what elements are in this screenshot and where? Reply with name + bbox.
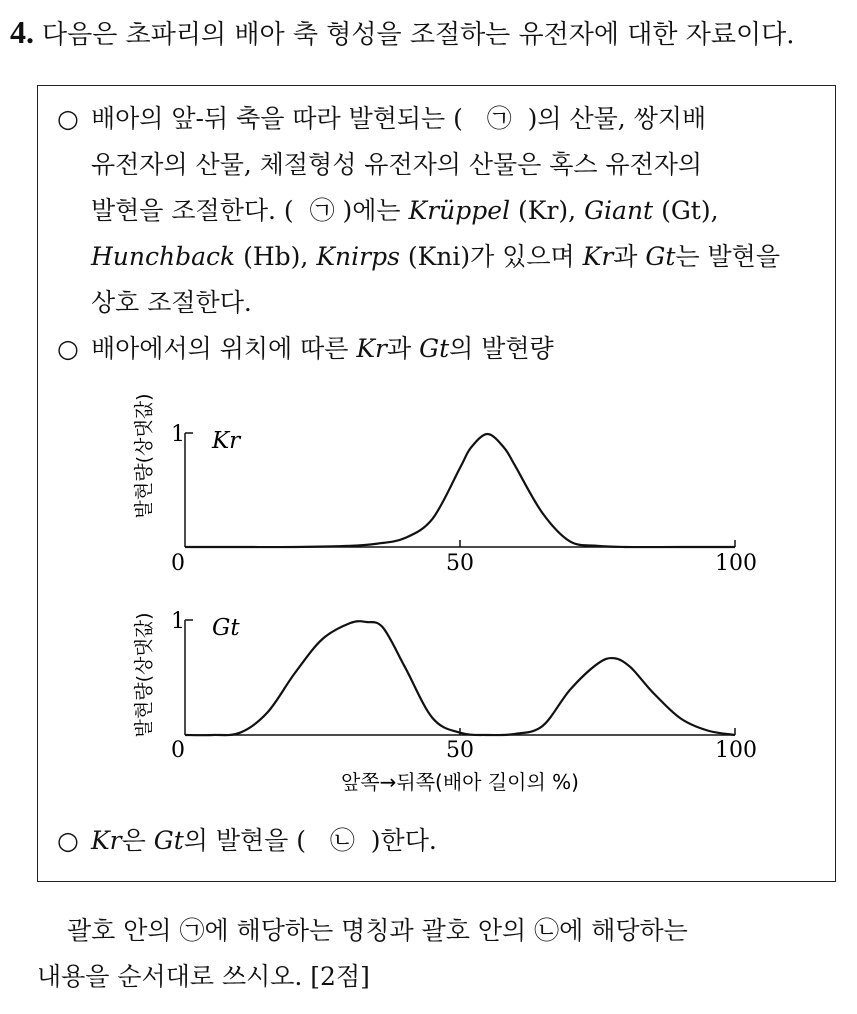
marker-a: ㉠ [486, 104, 512, 133]
chart2-xlabel: 앞쪽→뒤쪽(배아 길이의 %) [341, 770, 579, 794]
kr-expression-curve [185, 434, 735, 547]
bullet-2: ○ [57, 334, 79, 363]
question-prompt: 다음은 초파리의 배아 축 형성을 조절하는 유전자에 대한 자료이다. [42, 20, 795, 50]
item1-line2: 유전자의 산물, 체절형성 유전자의 산물은 혹스 유전자의 [91, 150, 703, 179]
question-number: 4. [10, 14, 34, 50]
question-header [10, 14, 850, 51]
chart2-xtick-100: 100 [715, 738, 757, 763]
data-box: ○ 배아의 앞-뒤 축을 따라 발현되는 ( ㉠ )의 산물, 쌍지배 유전자의 산물, 체절형성 유전자의 산물은 혹스 유전자의 발현을 조절한다. ( ㉠ )에는 Krüppel (Kr), Giant (Gt), Hunchback (Hb), Knirps (Kni)가 있으며 Kr과 Gt는 발현을 상호 조절한다. ○ 배아에서의 위치에 따른 Kr과 Gt의 발현량 발현량(상댓값) 1 0 50 100 Kr 발현량(상댓값) 1 0 50 100 Gt 앞쪽→뒤쪽(배아 길이의 %) ○ Kr은 Gt의 발현을 ( ㉡ )한다. [37, 85, 836, 882]
gt-expression-curve [185, 621, 735, 735]
chart1-ytick-1: 1 [171, 422, 185, 447]
marker-b: ㉡ [534, 916, 560, 945]
item1-line3: 발현을 조절한다. ( ㉠ )에는 Krüppel (Kr), Giant (Gt), [91, 196, 719, 225]
marker-a: ㉠ [309, 196, 335, 225]
expression-charts [38, 86, 837, 883]
item1-line1: 배아의 앞-뒤 축을 따라 발현되는 ( ㉠ )의 산물, 쌍지배 [91, 104, 707, 133]
item1-line5: 상호 조절한다. [91, 288, 252, 317]
chart2-xtick-50: 50 [446, 738, 474, 763]
chart1-ylabel: 발현량(상댓값) [133, 393, 155, 519]
chart1-xtick-100: 100 [715, 551, 757, 576]
bullet-1: ○ [57, 104, 79, 133]
chart2-series-label: Gt [212, 615, 240, 641]
chart1-series-label: Kr [212, 428, 241, 454]
chart1-axes [185, 433, 735, 547]
answer-instruction [37, 908, 837, 1000]
chart2-ytick-0: 0 [171, 738, 185, 763]
chart1-xtick-50: 50 [446, 551, 474, 576]
marker-b: ㉡ [329, 826, 355, 855]
marker-a: ㉠ [179, 916, 205, 945]
instruction-line2: 내용을 순서대로 쓰시오. [2점] [37, 962, 370, 991]
bullet-3: ○ [57, 826, 79, 855]
instruction-line1: 괄호 안의 ㉠에 해당하는 명칭과 괄호 안의 ㉡에 해당하는 [67, 916, 688, 945]
item1-line4: Hunchback (Hb), Knirps (Kni)가 있으며 Kr과 Gt는 발현을 [91, 242, 780, 271]
chart2-axes [185, 620, 735, 735]
chart1-ytick-0: 0 [171, 551, 185, 576]
chart2-ytick-1: 1 [171, 609, 185, 634]
chart2-ylabel: 발현량(상댓값) [133, 612, 155, 738]
